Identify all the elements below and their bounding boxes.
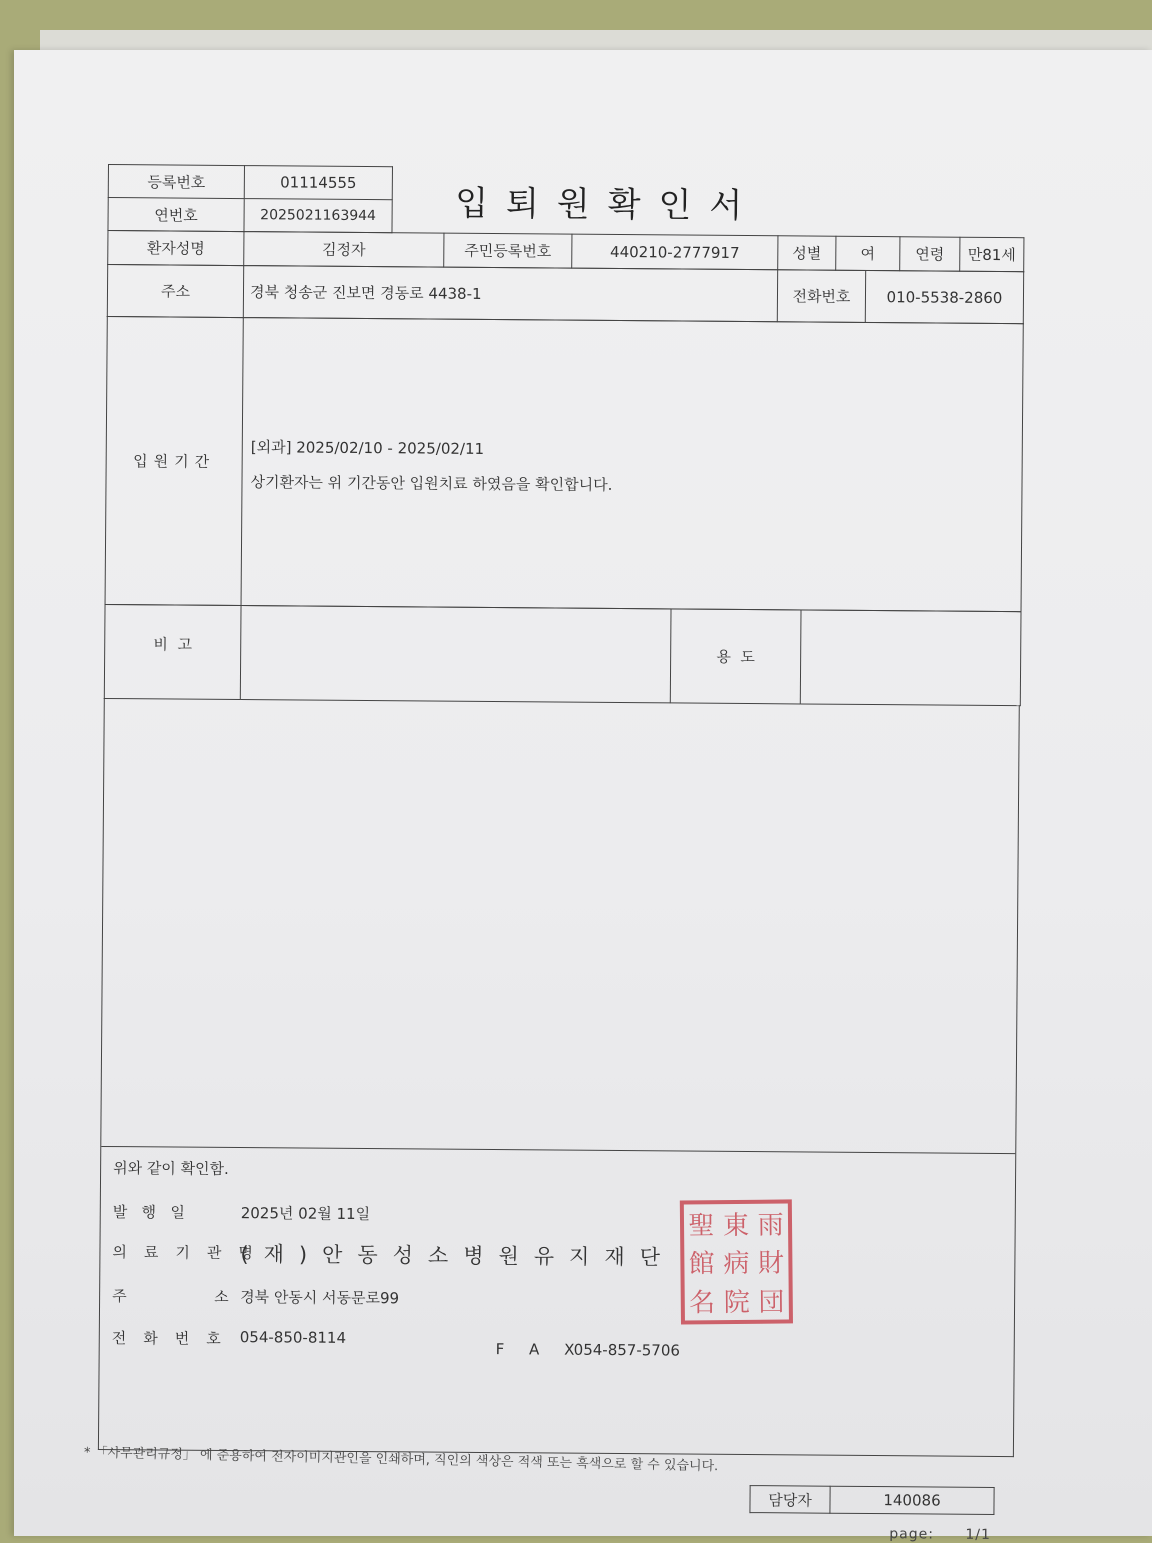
- seal-char: 館: [688, 1249, 715, 1280]
- issuer-section: [99, 1146, 1015, 1457]
- registration-table: [107, 164, 393, 233]
- age-value: 만81세: [960, 237, 1024, 272]
- purpose-label: 용 도: [670, 609, 801, 704]
- document-title: 입퇴원확인서: [454, 183, 761, 226]
- org-name-value: (재)안동성소병원유지재단: [240, 1242, 676, 1270]
- purpose-value: [800, 610, 1021, 706]
- resident-no-value: 440210-2777917: [572, 234, 778, 270]
- phone-value: 010-5538-2860: [865, 270, 1023, 323]
- fax-label: F A X: [495, 1340, 585, 1359]
- patient-name-label: 환자성명: [108, 231, 244, 266]
- address-value: 경북 청송군 진보면 경동로 4438-1: [243, 266, 777, 322]
- seal-char: 病: [723, 1249, 750, 1280]
- seal-char: 院: [723, 1287, 750, 1319]
- sex-value: 여: [836, 236, 900, 271]
- seal-char: 聖: [688, 1211, 715, 1242]
- issue-date-value: 2025년 02월 11일: [240, 1204, 371, 1224]
- reg-no-label: 등록번호: [108, 165, 244, 199]
- remarks-label: 비 고: [104, 604, 241, 699]
- staff-table: [749, 1485, 994, 1515]
- serial-no-label: 연번호: [108, 198, 244, 232]
- page-value: 1/1: [965, 1526, 991, 1543]
- period-dates: [외과] 2025/02/10 - 2025/02/11: [250, 438, 485, 458]
- patient-name-value: 김정자: [244, 232, 444, 268]
- document-body: [98, 698, 1020, 1457]
- tel-label: 전화번호: [111, 1329, 238, 1349]
- address-label: 주소: [107, 265, 243, 318]
- fax-value: 054-857-5706: [573, 1340, 681, 1360]
- age-label: 연령: [900, 237, 960, 271]
- page-indicator: [889, 1526, 991, 1543]
- org-address-value: 경북 안동시 서동문로99: [240, 1288, 400, 1308]
- seal-char: 団: [758, 1287, 785, 1318]
- seal-char: 東: [722, 1210, 750, 1241]
- remarks-table: [104, 604, 1022, 706]
- staff-label: 담당자: [750, 1486, 830, 1514]
- org-address-label-b: 소: [214, 1287, 229, 1306]
- period-label: 입원기간: [105, 316, 243, 605]
- seal-char: 財: [757, 1248, 785, 1280]
- address-table: [107, 264, 1024, 324]
- remarks-value: [240, 606, 671, 703]
- sex-label: 성별: [778, 236, 836, 270]
- tel-value: 054-850-8114: [239, 1328, 347, 1347]
- resident-no-label: 주민등록번호: [444, 233, 572, 268]
- official-seal-stamp: [680, 1199, 793, 1324]
- footnote: * 「사무관리규정」 에 준용하여 전자이미지관인을 인쇄하며, 직인의 색상은 적색 또는 흑색으로 할 수 있습니다.: [83, 1445, 719, 1475]
- serial-no-value: 2025021163944: [244, 199, 392, 233]
- reg-no-value: 01114555: [244, 166, 392, 200]
- org-address-label-a: 주: [112, 1287, 127, 1306]
- confirm-statement: 상기환자는 위 기간동안 입원치료 하였음을 확인합니다.: [250, 473, 613, 494]
- org-name-label: 의료기관명: [112, 1243, 270, 1263]
- period-table: [105, 316, 1024, 612]
- issue-date-label: 발 행 일: [112, 1203, 185, 1222]
- seal-char: 雨: [757, 1210, 784, 1241]
- staff-id: 140086: [830, 1486, 994, 1514]
- admission-discharge-certificate: [83, 164, 1027, 1543]
- confirm-note: 위와 같이 확인함.: [113, 1159, 229, 1178]
- page-label: page:: [889, 1526, 935, 1543]
- seal-char: 名: [688, 1288, 716, 1319]
- period-content: [241, 318, 1023, 612]
- phone-label: 전화번호: [777, 270, 865, 323]
